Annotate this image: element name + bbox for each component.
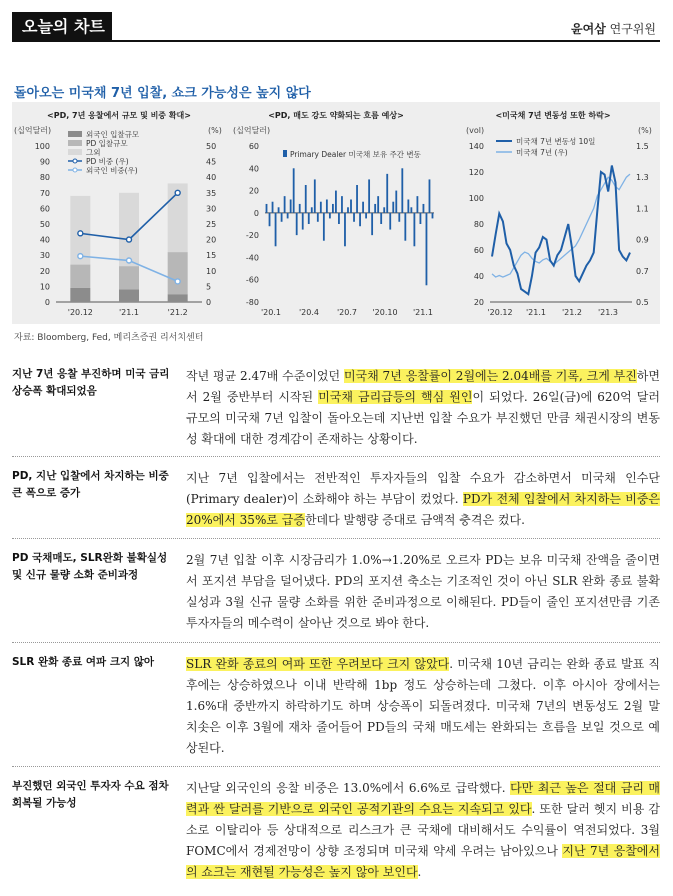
y2-tick-label: 20 [206,235,217,245]
y-tick-label: -60 [245,275,259,285]
weekly-change-bar [368,179,370,212]
weekly-change-bar [423,204,425,213]
x-tick-label: '21.1 [412,308,434,317]
text-span: . [417,865,422,879]
weekly-change-bar [302,213,304,230]
section-4-body [186,654,660,759]
y2-tick-label: 1.5 [636,142,649,151]
weekly-change-bar [299,204,301,213]
highlight-text: 지난 7년 응찰에서의 쇼크는 재현될 가능성은 높지 않아 보인다 [186,844,660,879]
y-tick-label: 40 [248,164,259,174]
weekly-change-bar [359,213,361,226]
weekly-change-bar [410,207,412,213]
weekly-change-bar [365,213,367,219]
section-2-body [186,468,660,531]
y-tick-label: 90 [39,157,50,167]
weekly-change-bar [314,179,316,212]
chart-pd-bid-share [12,102,226,324]
section-divider [12,642,660,643]
y2-tick-label: 0 [206,298,212,307]
bar-foreign [168,294,188,302]
weekly-change-bar [362,202,364,213]
weekly-change-bar [272,202,274,213]
weekly-change-bar [353,213,355,222]
legend-swatch-marker [73,159,77,163]
y2-tick-label: 45 [206,157,217,167]
section-3-sidebar: PD 국채매도, SLR완화 불확실성 및 신규 물량 소화 준비과정 [12,552,168,581]
x-tick-label: '21.1 [525,308,547,317]
weekly-change-bar [371,213,373,235]
weekly-change-bar [429,179,431,212]
bar-foreign [119,290,139,302]
weekly-change-bar [293,168,295,213]
text-span: . 미국채 10년 금리는 완화 종료 발표 직후에는 상승하였으나 이내 반락해 1bp 정도 상승하는데 그쳤다. 이후 아시아 장에서는 1.6%대 중반까지 하락하기도 하며 상승폭이 되돌려졌다. 미국채 7년의 변동성도 2월 말 치솟은 이후 3월에 재차 줄어들어 PD들의 국채 매도세는 완화되는 흐름을 보일 것으로 예상된다. [186,657,660,755]
weekly-change-bar [338,213,340,224]
bar-pd [119,266,139,289]
y-tick-label: 60 [248,142,259,151]
chart-source: 자료: Bloomberg, Fed, 메리츠증권 리서치센터 [14,333,204,343]
legend-label: Primary Dealer 미국채 보유 주간 변동 [290,150,421,159]
y-tick-label: 60 [473,246,484,255]
highlight-text: 미국채 7년 응찰률이 2월에는 2.04배를 기록, 크게 부진 [343,369,637,383]
y-tick-label: 20 [39,266,50,276]
x-tick-label: '20.7 [336,308,358,317]
weekly-change-bar [320,202,322,213]
y-tick-label: 40 [473,272,484,281]
author-title: 연구위원 [609,22,656,36]
weekly-change-bar [305,185,307,213]
section-3-body: 2월 7년 입찰 이후 시장금리가 1.0%→1.20%로 오르자 PD는 보유 미국채 잔액을 줄이면서 포지션 부담을 덜어냈다. PD의 포지션 축소는 기조적인 것이 아닌 SLR 완화 종료 불확실성과 3월 신규 물량 소화를 위한 준비과정으로 이해된다. PD들이 줄인 포지션만큼 기존 투자자들의 메수력이 살아난 것으로 봐야 한다. [186,553,660,630]
y-tick-label: 0 [44,298,50,307]
text-span: 작년 평균 2.47배 수준이었던 [186,369,344,383]
section-1-sidebar: 지난 7년 응찰 부진하며 미국 금리 상승폭 확대되었음 [12,368,170,397]
section-2 [12,468,660,538]
section-5 [12,778,660,888]
y-tick-label: 140 [468,142,484,151]
section-1 [12,366,660,458]
x-tick-label: '20.12 [67,308,93,317]
weekly-change-bar [308,213,310,224]
y-tick-label: 100 [34,142,50,151]
x-tick-label: '20.12 [487,308,513,317]
y2-tick-label: 5 [206,282,212,292]
bar-foreign [70,288,90,302]
text-span: 이 되었다. 26일(금)에 620억 달러 규모의 미국채 7년 입찰이 돌아오는데 지난번 입찰 수요가 부진했던 만큼 채권시장의 변동성 확대에 대한 경계감이 존재하는 상황이다. [186,390,660,446]
axis-unit-label: (십억달러) [233,126,271,135]
weekly-change-bar [341,196,343,213]
chart-title: <미국채 7년 변동성 또한 하락> [495,111,611,120]
weekly-change-bar [290,199,292,212]
highlight-text: 미국채 금리급등의 핵심 원인 [318,390,473,404]
y-tick-label: 80 [39,173,50,183]
line-pd-share-point [127,237,132,242]
line-pd-share-point [175,190,180,195]
line-foreign-share-point [175,279,180,284]
section-divider [12,456,660,457]
weekly-change-bar [426,213,428,285]
weekly-change-bar [432,213,434,219]
weekly-change-bar [356,185,358,213]
bar-pd [168,252,188,294]
text-span: 지난 7년 입찰에서는 전반적인 투자자들의 입찰 수요가 감소하면서 미국채 인수단(Primary dealer)이 소화해야 하는 부담이 컸었다. [186,471,660,506]
weekly-change-bar [323,213,325,241]
weekly-change-bar [266,204,268,213]
legend-label: 그외 [86,148,101,157]
y-tick-label: 80 [473,220,484,229]
y-tick-label: 20 [248,186,259,196]
line-foreign-share-point [78,254,83,259]
section-4-sidebar: SLR 완화 종료 여파 크지 않아 [12,656,155,668]
report-header [12,12,660,42]
y-tick-label: 70 [39,188,50,198]
highlight-text: SLR 완화 종료의 여파 또한 우려보다 크지 않았다 [186,657,450,671]
y-tick-label: -20 [245,231,259,241]
weekly-change-bar [420,213,422,224]
author-byline [571,20,656,37]
weekly-change-bar [389,213,391,230]
legend-swatch-marker [73,168,77,172]
weekly-change-bar [398,213,400,222]
legend-label: 미국채 7년 변동성 10일 [516,137,596,146]
section-5-body [186,778,660,883]
x-tick-label: '21.2 [561,308,583,317]
weekly-change-bar [275,213,277,246]
bar-other [119,193,139,266]
y2-tick-label: 0.7 [636,266,649,276]
line-ust7y-vol [492,166,630,295]
y-tick-label: 100 [468,194,484,203]
weekly-change-bar [296,213,298,235]
weekly-change-bar [380,213,382,224]
x-tick-label: '20.4 [298,308,320,317]
bar-pd [70,265,90,288]
highlight-text: 다만 최근 높은 절대 금리 매력과 싼 달러를 기반으로 외국인 공적기관의 수요는 지속되고 있다 [186,781,660,816]
weekly-change-bar [329,213,331,219]
y2-tick-label: 15 [206,251,217,261]
legend-label: 외국인 입찰규모 [86,130,140,139]
weekly-change-bar [281,213,283,222]
weekly-change-bar [395,191,397,213]
y2-tick-label: 30 [206,204,217,214]
weekly-change-bar [335,191,337,213]
y2-tick-label: 25 [206,220,217,229]
chart-panel [12,102,660,324]
y2-tick-label: 40 [206,173,217,183]
chart-title: <PD, 매도 강도 약화되는 흐름 예상> [268,111,404,120]
y-tick-label: 20 [473,298,484,307]
weekly-change-bar [317,213,319,222]
weekly-change-bar [269,213,271,226]
author-name: 윤여삼 [571,22,606,36]
y-tick-label: -80 [245,298,259,307]
legend-label: 미국채 7년 (우) [516,148,568,157]
weekly-change-bar [284,196,286,213]
y-tick-label: 60 [39,204,50,214]
weekly-change-bar [392,202,394,213]
x-tick-label: '21.1 [118,308,140,317]
weekly-change-bar [407,199,409,212]
weekly-change-bar [350,199,352,212]
highlight-text: PD가 전체 입찰에서 차지하는 비중은 20%에서 35%로 급증 [186,492,661,527]
weekly-change-bar [404,213,406,241]
text-span: . 또한 달러 헷지 비용 감소로 이탈리아 등 상대적으로 리스크가 큰 국채에 대비해서도 수익률이 역전되었다. 3월 FOMC에서 경제전망이 상향 조정되며 미국채 약세 우려는 남아있으나 [186,802,660,858]
text-span: 하면서 2월 중반부터 시작된 [186,369,660,404]
y-tick-label: 50 [39,220,50,229]
weekly-change-bar [374,204,376,213]
axis-unit-label: (vol) [466,126,485,135]
x-tick-label: '21.3 [597,308,619,317]
x-tick-label: '21.2 [167,308,188,317]
weekly-change-bar [416,196,418,213]
section-divider [12,538,660,539]
section-divider [12,766,660,767]
weekly-change-bar [386,174,388,213]
text-span: 한데다 발행량 증대로 금액적 충격은 컸다. [304,513,525,527]
section-4 [12,654,660,764]
y2-tick-label: 0.9 [636,235,649,245]
section-1-body [186,366,660,450]
text-span: 지난달 외국인의 응찰 비중은 13.0%에서 6.6%로 급락했다. [186,781,511,795]
chart-pd-weekly-change [229,102,443,324]
axis-unit-label: (%) [208,126,222,135]
line-foreign-share-point [127,258,132,263]
y2-tick-label: 35 [206,188,217,198]
weekly-change-bar [344,213,346,246]
weekly-change-bar [383,207,385,213]
weekly-change-bar [413,213,415,246]
chart-ust7y-volatility [446,102,660,324]
section-2-sidebar: PD, 지난 입찰에서 차지하는 비중 큰 폭으로 증가 [12,470,169,499]
axis-unit-label: (%) [638,126,652,135]
weekly-change-bar [347,207,349,213]
section-5-sidebar: 부진했던 외국인 투자자 수요 점차 회복될 가능성 [12,780,169,809]
y2-tick-label: 0.5 [636,298,649,307]
x-tick-label: '20.10 [372,308,398,317]
section-3 [12,550,660,636]
headline: 돌아오는 미국채 7년 입찰, 쇼크 가능성은 높지 않다 [14,86,311,101]
line-pd-share-point [78,231,83,236]
y-tick-label: 0 [253,208,259,218]
legend-swatch [68,149,82,155]
legend-label: 외국인 비중(우) [86,166,138,175]
y-tick-label: 120 [468,168,484,177]
legend-swatch [68,131,82,137]
legend-label: PD 입찰규모 [86,139,128,148]
y-tick-label: 10 [39,282,50,292]
legend-swatch [283,150,287,157]
y-tick-label: 40 [39,235,50,245]
weekly-change-bar [401,168,403,213]
chart-title: <PD, 7년 응찰에서 규모 및 비중 확대> [47,111,191,120]
report-title: 오늘의 차트 [12,12,112,42]
y2-tick-label: 50 [206,142,217,151]
weekly-change-bar [377,196,379,213]
weekly-change-bar [278,207,280,213]
x-tick-label: '20.1 [260,308,282,317]
weekly-change-bar [332,204,334,213]
y2-tick-label: 1.3 [636,173,649,183]
y2-tick-label: 10 [206,266,217,276]
weekly-change-bar [326,199,328,212]
weekly-change-bar [287,213,289,219]
legend-label: PD 비중 (우) [86,157,129,166]
y-tick-label: 30 [39,251,50,261]
axis-unit-label: (십억달러) [14,126,52,135]
y-tick-label: -40 [245,253,259,263]
y2-tick-label: 1.1 [636,204,649,214]
legend-swatch [68,140,82,146]
weekly-change-bar [311,207,313,213]
